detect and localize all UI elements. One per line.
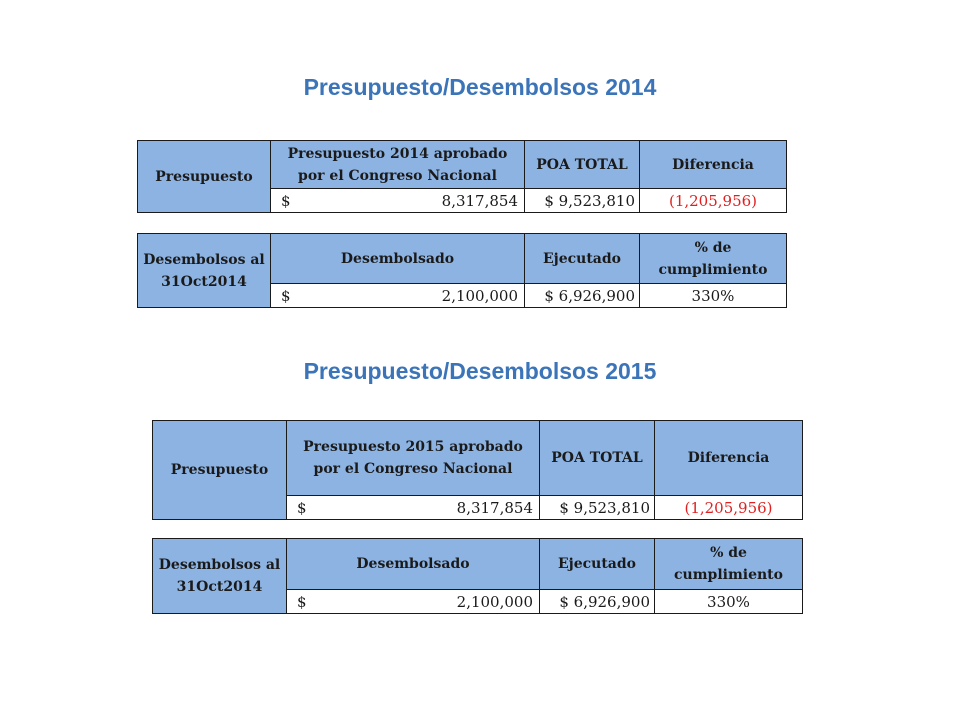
executed-value: $ 6,926,900: [540, 590, 655, 614]
budget-table-2014: [137, 140, 787, 213]
approved-budget-cell: [287, 496, 540, 520]
approved-budget-value: 8,317,854: [441, 191, 518, 210]
approved-budget-header: Presupuesto 2015 aprobado por el Congreso Nacional: [287, 421, 540, 496]
disbursed-value: 2,100,000: [456, 592, 533, 611]
disbursed-cell: [287, 590, 540, 614]
disbursement-row-label: Desembolsos al 31Oct2014: [138, 234, 271, 308]
compliance-value: 330%: [640, 284, 787, 308]
currency-symbol: $: [281, 286, 291, 305]
budget-table-2015: [152, 420, 803, 520]
currency-symbol: $: [297, 592, 307, 611]
poa-total-header: POA TOTAL: [525, 141, 640, 189]
approved-budget-value: 8,317,854: [456, 498, 533, 517]
difference-header: Diferencia: [655, 421, 803, 496]
difference-header: Diferencia: [640, 141, 787, 189]
section-title-2015: Presupuesto/Desembolsos 2015: [303, 358, 657, 384]
poa-total-value: $ 9,523,810: [540, 496, 655, 520]
disbursed-header: Desembolsado: [287, 539, 540, 590]
approved-budget-cell: [271, 189, 525, 213]
disbursed-cell: [271, 284, 525, 308]
compliance-value: 330%: [655, 590, 803, 614]
compliance-header: % de cumplimiento: [655, 539, 803, 590]
budget-row-label: Presupuesto: [138, 141, 271, 213]
disbursement-table-2014: [137, 233, 787, 308]
disbursement-row-label: Desembolsos al 31Oct2014: [153, 539, 287, 614]
approved-budget-header: Presupuesto 2014 aprobado por el Congreso Nacional: [271, 141, 525, 189]
poa-total-value: $ 9,523,810: [525, 189, 640, 213]
poa-total-header: POA TOTAL: [540, 421, 655, 496]
compliance-header: % de cumplimiento: [640, 234, 787, 284]
budget-row-label: Presupuesto: [153, 421, 287, 520]
disbursement-table-2015: [152, 538, 803, 614]
executed-header: Ejecutado: [540, 539, 655, 590]
executed-value: $ 6,926,900: [525, 284, 640, 308]
section-title-2014: Presupuesto/Desembolsos 2014: [303, 74, 657, 100]
executed-header: Ejecutado: [525, 234, 640, 284]
difference-value: (1,205,956): [640, 189, 787, 213]
disbursed-value: 2,100,000: [441, 286, 518, 305]
currency-symbol: $: [281, 191, 291, 210]
difference-value: (1,205,956): [655, 496, 803, 520]
disbursed-header: Desembolsado: [271, 234, 525, 284]
currency-symbol: $: [297, 498, 307, 517]
